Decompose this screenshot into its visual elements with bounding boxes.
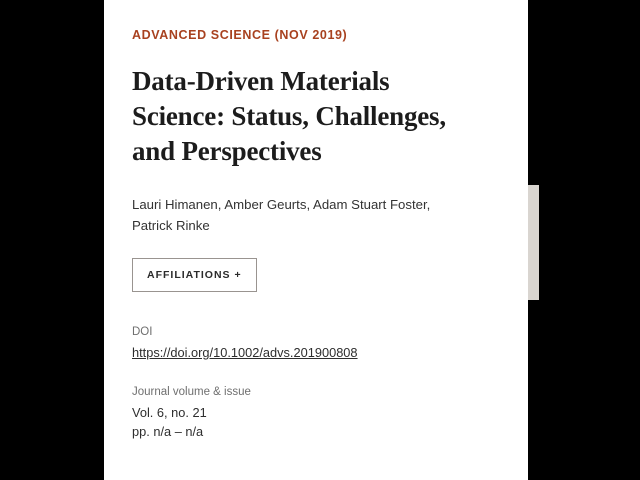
journal-info-block	[132, 386, 488, 441]
journal-volume-issue-value: Vol. 6, no. 21	[132, 405, 207, 421]
page-title: Data-Driven Materials Science: Status, Challenges, and Perspectives	[132, 66, 446, 167]
affiliations-toggle-button[interactable]: AFFILIATIONS +	[132, 258, 257, 292]
doi-label: DOI	[132, 326, 153, 339]
article-page	[104, 0, 528, 480]
doi-link[interactable]: https://doi.org/10.1002/advs.201900808	[132, 345, 358, 361]
doi-block	[132, 326, 488, 362]
journal-volume-issue-label: Journal volume & issue	[132, 386, 251, 399]
article-content	[104, 0, 528, 441]
journal-kicker: ADVANCED SCIENCE (NOV 2019)	[132, 28, 348, 42]
journal-pages-value: pp. n/a – n/a	[132, 423, 204, 439]
author-list: Lauri Himanen, Amber Geurts, Adam Stuart Foster, Patrick Rinke	[132, 197, 431, 233]
